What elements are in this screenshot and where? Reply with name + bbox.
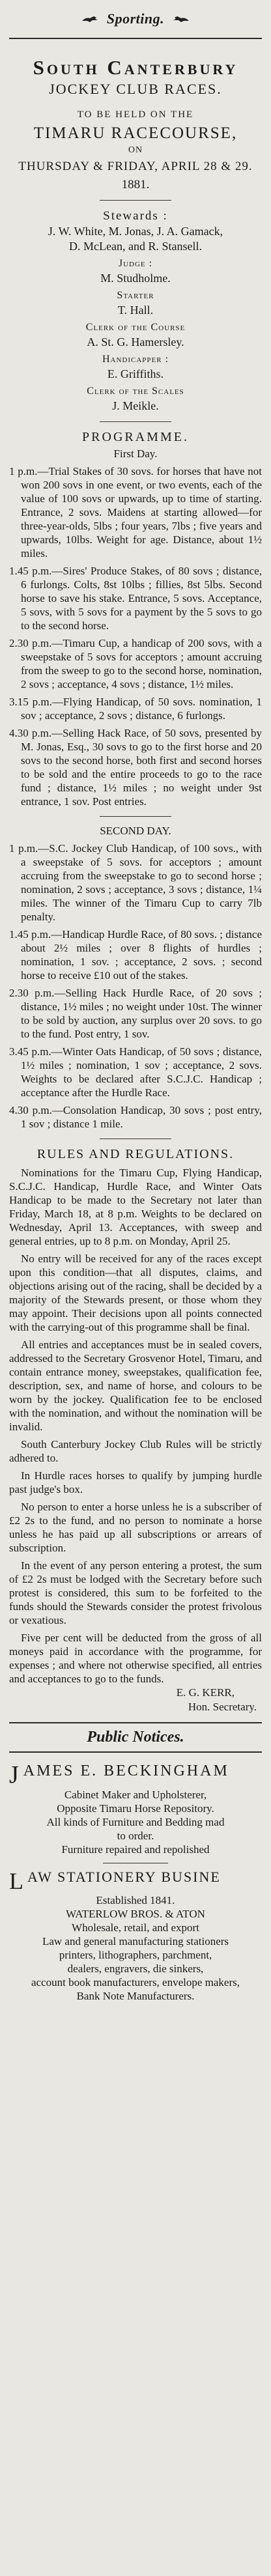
event-held-on: TO BE HELD ON THE [77, 109, 194, 120]
event-title-block [9, 56, 262, 192]
day1-title: First Day. [113, 447, 158, 460]
drop-cap: J [9, 1761, 21, 1789]
clerk-course-label: Clerk of the Course [85, 322, 186, 333]
clerk-scales-label: Clerk of the Scales [87, 386, 184, 397]
race-entry: 1 p.m.—Trial Stakes of 30 sovs. for horses that have not won 200 sovs in one event, or two events, each of the value of 100 sovs or upwards, up to time of starting. Entrance, 2 sovs. Maidens at starting allowed—for three-year-olds, 5lbs ; four years, 7lbs ; five years and upwards, 10lbs. Weight for age. Distance, about 1½ miles. [9, 465, 262, 559]
rule-paragraph: No person to enter a horse unless he is a subscriber of £2 2s to the fund, and no person to nominate a horse unless he has paid up all subscriptions or arrears of subscription. [9, 1501, 262, 1554]
race-entry: 1 p.m.—S.C. Jockey Club Handicap, of 100 sovs., with a sweepstake of 5 sovs. for acceptors ; amount accruing from the sweepstake to go to second horse ; nomination, 2 sovs ; acceptance, 3 sovs ; distance, 1¼ miles. The winner of the Timaru Cup to carry 7lb penalty. [9, 842, 262, 923]
race-entry: 2.30 p.m.—Timaru Cup, a handicap of 200 sovs, with a sweepstake of 5 sovs for acceptors ; amount accruing from the sweep to go to the second horse, nomination, 2 sovs ; acceptance, 4 sovs ; distance, 1½ miles. [9, 637, 262, 690]
horse-ornament-icon [171, 14, 190, 23]
advert-line: to order. [117, 1830, 154, 1842]
advert-line: Opposite Timaru Horse Repository. [57, 1802, 214, 1815]
horse-ornament-icon [81, 14, 100, 23]
event-title-line1: South Canterbury [33, 56, 238, 79]
advert-name-text: AMES E. BECKINGHAM [23, 1762, 229, 1779]
advert-line: Law and general manufacturing stationers [42, 1935, 229, 1947]
rule-paragraph: In Hurdle races horses to qualify by jumping hurdle past judge's box. [9, 1469, 262, 1495]
advert-line: Bank Note Manufacturers. [76, 1990, 195, 2002]
divider [100, 200, 171, 201]
race-entry: 2.30 p.m.—Selling Hack Hurdle Race, of 20 sovs ; distance, 1½ miles ; no weight under 10st. The winner to be sold by auction, any surplus over 20 sovs. to go to the fund. Post entry, 1 sov. [9, 987, 262, 1040]
event-on: ON [128, 145, 143, 155]
stewards-line-1: J. W. White, M. Jonas, J. A. Gamack, [48, 225, 223, 238]
rules-list [9, 1166, 262, 1686]
section-header [9, 0, 262, 39]
stewards-label: Stewards : [103, 209, 168, 223]
section-divider [9, 1722, 262, 1723]
rule-paragraph: No entry will be received for any of the races except upon this condition—that all disputes, claims, and objections arising out of the racing, shall be decided by a majority of the Stewards present, or those whom they may appoint. Their decisions upon all points connected with the carrying-out of this programme shall be final. [9, 1253, 262, 1333]
stewards-line-2: D. McLean, and R. Stansell. [69, 240, 202, 253]
advert-waterlow [9, 1869, 262, 2003]
advert-line: WATERLOW BROS. & ATON [66, 1908, 205, 1920]
signoff-name: E. G. KERR, [176, 1686, 235, 1699]
advert-name-text: AW STATIONERY BUSINE [27, 1869, 221, 1885]
programme-title: PROGRAMME. [82, 430, 189, 444]
advert-line: dealers, engravers, die sinkers, [67, 1962, 204, 1975]
rule-paragraph: Nominations for the Timaru Cup, Flying Handicap, S.C.J.C. Handicap, Hurdle Race, and Winter Oats Handicap to be made to the Secretary not later than Friday, March 18, at 8 p.m. Weights to be declared on Wednesday, April 13. Acceptances, with sweep and general entries, up to 8 p.m. on Monday, April 25. [9, 1167, 262, 1247]
advert-line: account book manufacturers, envelope makers, [31, 1976, 240, 1989]
advert-line: Wholesale, retail, and export [72, 1921, 199, 1934]
drop-cap: L [9, 1868, 25, 1894]
handicapper-name: E. Griffiths. [107, 367, 164, 380]
race-entry: 1.45 p.m.—Sires' Produce Stakes, of 80 sovs ; distance, 6 furlongs. Colts, 8st 10lbs ; fillies, 8st 5lbs. Second horse to save his stake. Entrance, 5 sovs. Acceptance, 5 sovs, with 5 sovs for a payment by the 5 sovs to go to the second horse. [9, 565, 262, 632]
day2-race-list [9, 842, 262, 1131]
advert-line: Cabinet Maker and Upholsterer, [64, 1789, 207, 1801]
rule-paragraph: South Canterbury Jockey Club Rules will be strictly adhered to. [9, 1438, 262, 1464]
day2-title: SECOND DAY. [100, 825, 171, 837]
rule-paragraph: All entries and acceptances must be in sealed covers, addressed to the Secretary Grosvenor Hotel, Timaru, and contain entrance money, sweepstakes, qualification fee, description, sex, and name of horse, and colours to be worn by the jockey. Qualification fee to be enclosed with the nomination, and without the nomination will be invalid. [9, 1338, 262, 1433]
notices-title: Public Notices. [87, 1729, 184, 1746]
divider [100, 421, 171, 422]
day1-race-list [9, 464, 262, 808]
advert-line: printers, lithographers, parchment, [59, 1949, 212, 1961]
advert-line: All kinds of Furniture and Bedding mad [46, 1816, 225, 1828]
advert-beckingham [9, 1762, 262, 1856]
starter-label: Starter [117, 290, 154, 301]
advert-name [9, 1868, 262, 1894]
advert-line: Established 1841. [96, 1894, 175, 1906]
rule-paragraph: In the event of any person entering a protest, the sum of £2 2s must be lodged with the Secretary before such protest is considered, this sum to be forfeited to the funds should the Stewards consider the protest frivolous or vexatious. [9, 1559, 262, 1626]
divider [100, 816, 171, 817]
event-venue: TIMARU RACECOURSE, [33, 124, 238, 142]
rule-paragraph: Five per cent will be deducted from the gross of all moneys paid in accordance with the programme, for expenses ; and where not otherwise specified, all entries and acceptances to go to the funds. [9, 1632, 262, 1685]
handicapper-label: Handicapper : [102, 354, 169, 365]
rules-title: RULES AND REGULATIONS. [36, 1147, 235, 1161]
signoff-title: Hon. Secretary. [188, 1701, 257, 1713]
event-year: 1881. [121, 178, 150, 191]
race-entry: 3.45 p.m.—Winter Oats Handicap, of 50 sovs ; distance, 1½ miles ; nomination, 1 sov ; acceptance, 2 sovs. Weights to be declared after S.C.J.C. Handicap ; acceptance after the Hurdle Race. [9, 1045, 262, 1099]
event-title-line2: JOCKEY CLUB RACES. [49, 81, 222, 97]
starter-name: T. Hall. [117, 304, 154, 317]
clerk-course-name: A. St. G. Hamersley. [87, 335, 184, 348]
race-entry: 3.15 p.m.—Flying Handicap, of 50 sovs. nomination, 1 sov ; acceptance, 2 sovs ; distance, 6 furlongs. [9, 696, 262, 722]
section-title: Sporting. [106, 10, 165, 27]
judge-label: Judge : [118, 258, 153, 269]
clerk-scales-name: J. Meikle. [112, 399, 159, 412]
judge-name: M. Studholme. [100, 272, 171, 285]
officials [9, 208, 262, 414]
advert-line: Furniture repaired and repolished [61, 1843, 210, 1856]
race-entry: 4.30 p.m.—Consolation Handicap, 30 sovs ; post entry, 1 sov ; distance 1 mile. [9, 1104, 262, 1130]
signoff [9, 1686, 262, 1714]
section-divider [9, 1751, 262, 1753]
event-dates: THURSDAY & FRIDAY, APRIL 28 & 29. [18, 160, 253, 173]
race-entry: 1.45 p.m.—Handicap Hurdle Race, of 80 sovs. ; distance about 2½ miles ; over 8 flights of hurdles ; nomination, 1 sov. ; acceptance, 2 sovs. ; second horse to receive £10 out of the stakes. [9, 928, 262, 982]
advert-name [9, 1761, 262, 1789]
race-entry: 4.30 p.m.—Selling Hack Race, of 50 sovs, presented by M. Jonas, Esq., 30 sovs to go to the first horse and 20 sovs to the second horse, both first and second horses to be sold and the entire proceeds to go to the race fund ; distance, 1½ miles ; no weight under 9st entrance, 1 sov. Post entries. [9, 727, 262, 808]
